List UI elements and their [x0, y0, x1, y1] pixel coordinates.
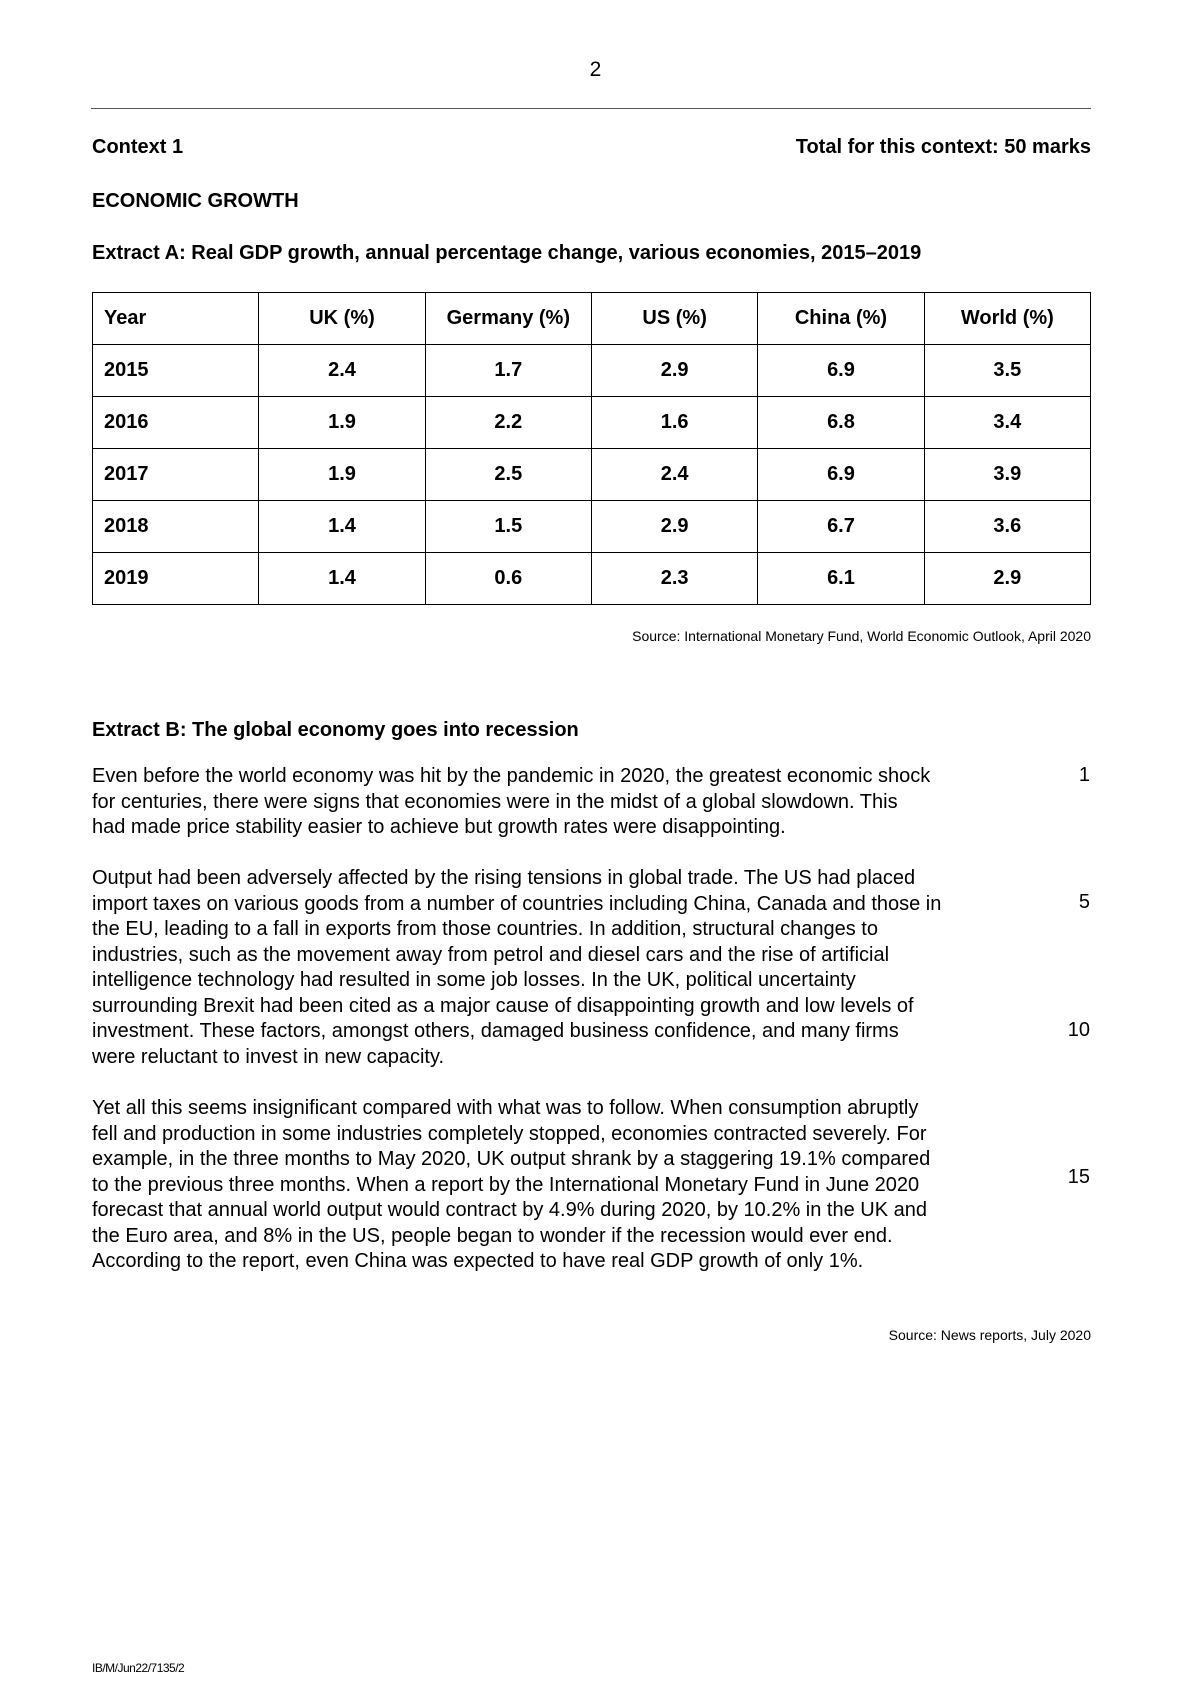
- extract-a-title: Extract A: Real GDP growth, annual percentage change, various economies, 2015–2019: [92, 242, 922, 264]
- text-line: industries, such as the movement away from petrol and diesel cars and the rise of artificial: [92, 943, 890, 966]
- text-line: were reluctant to invest in new capacity.: [92, 1045, 445, 1068]
- table-cell: 1.7: [425, 345, 591, 397]
- table-row: [93, 345, 1091, 397]
- table-cell: 2.4: [591, 449, 757, 501]
- text-line: to the previous three months. When a report by the International Monetary Fund in June 2020: [92, 1173, 920, 1196]
- text-line: import taxes on various goods from a number of countries including China, Canada and those in: [92, 892, 942, 915]
- text-line: fell and production in some industries completely stopped, economies contracted severely. For: [92, 1122, 927, 1145]
- extract-b-paragraph-3: [92, 1096, 1052, 1275]
- table-cell: 3.6: [924, 501, 1090, 553]
- table-cell: 1.5: [425, 501, 591, 553]
- line-number: 10: [1067, 1019, 1090, 1041]
- column-header-uk: UK (%): [259, 293, 425, 345]
- table-cell: 2.4: [259, 345, 425, 397]
- line-number: 15: [1067, 1166, 1090, 1188]
- text-line: surrounding Brexit had been cited as a major cause of disappointing growth and low levels of: [92, 994, 914, 1017]
- table-cell-year: 2016: [93, 397, 259, 449]
- table-row: [93, 449, 1091, 501]
- table-cell: 3.5: [924, 345, 1090, 397]
- table-cell: 6.7: [758, 501, 924, 553]
- text-line: the Euro area, and 8% in the US, people began to wonder if the recession would ever end.: [92, 1224, 893, 1247]
- text-line: According to the report, even China was expected to have real GDP growth of only 1%.: [92, 1250, 864, 1272]
- table-cell: 1.4: [259, 501, 425, 553]
- table-cell: 2.2: [425, 397, 591, 449]
- text-line: example, in the three months to May 2020, UK output shrank by a staggering 19.1% compared: [92, 1148, 931, 1170]
- column-header-year: Year: [93, 293, 259, 345]
- table-cell: 6.1: [758, 553, 924, 605]
- table-row: [93, 397, 1091, 449]
- text-line: Output had been adversely affected by the rising tensions in global trade. The US had placed: [92, 867, 916, 889]
- text-line: had made price stability easier to achieve but growth rates were disappointing.: [92, 816, 786, 838]
- header-divider: [91, 108, 1091, 109]
- table-cell: 1.4: [259, 553, 425, 605]
- context-label: Context 1: [92, 136, 184, 158]
- table-cell: 1.6: [591, 397, 757, 449]
- table-cell: 3.4: [924, 397, 1090, 449]
- line-number: 5: [1078, 891, 1090, 913]
- table-cell: 0.6: [425, 553, 591, 605]
- table-cell: 2.9: [591, 501, 757, 553]
- table-row: [93, 553, 1091, 605]
- context-total-marks: Total for this context: 50 marks: [795, 136, 1091, 158]
- table-row: [93, 501, 1091, 553]
- table-cell-year: 2017: [93, 449, 259, 501]
- text-line: Even before the world economy was hit by the pandemic in 2020, the greatest economic shock: [92, 765, 931, 787]
- context-header: [92, 136, 1091, 159]
- table-cell: 2.9: [591, 345, 757, 397]
- table-cell: 2.5: [425, 449, 591, 501]
- table-cell: 1.9: [259, 397, 425, 449]
- text-line: for centuries, there were signs that economies were in the midst of a global slowdown. This: [92, 790, 898, 813]
- table-cell: 2.9: [924, 553, 1090, 605]
- table-cell-year: 2018: [93, 501, 259, 553]
- text-line: the EU, leading to a fall in exports from those countries. In addition, structural changes to: [92, 918, 878, 940]
- page-number: 2: [589, 58, 602, 81]
- column-header-us: US (%): [591, 293, 757, 345]
- column-header-china: China (%): [758, 293, 924, 345]
- gdp-growth-table: [92, 292, 1091, 605]
- table-cell: 1.9: [259, 449, 425, 501]
- extract-b-source: Source: News reports, July 2020: [888, 1327, 1091, 1343]
- extract-b-paragraph-1: [92, 764, 1052, 841]
- extract-a-source: Source: International Monetary Fund, World Economic Outlook, April 2020: [632, 628, 1091, 644]
- text-line: Yet all this seems insignificant compared with what was to follow. When consumption abruptly: [92, 1097, 919, 1119]
- text-line: investment. These factors, amongst others, damaged business confidence, and many firms: [92, 1020, 899, 1042]
- column-header-germany: Germany (%): [425, 293, 591, 345]
- table-cell: 3.9: [924, 449, 1090, 501]
- line-number: 1: [1078, 764, 1090, 786]
- table-header-row: [93, 293, 1091, 345]
- extract-b-paragraph-2: [92, 866, 1052, 1070]
- table-cell: 6.8: [758, 397, 924, 449]
- table-cell: 6.9: [758, 345, 924, 397]
- text-line: intelligence technology had resulted in some job losses. In the UK, political uncertainty: [92, 969, 856, 991]
- text-line: forecast that annual world output would contract by 4.9% during 2020, by 10.2% in the UK and: [92, 1199, 927, 1221]
- table-cell: 6.9: [758, 449, 924, 501]
- extract-b-title: Extract B: The global economy goes into recession: [92, 719, 579, 741]
- column-header-world: World (%): [924, 293, 1090, 345]
- table-cell: 2.3: [591, 553, 757, 605]
- table-cell-year: 2015: [93, 345, 259, 397]
- table-cell-year: 2019: [93, 553, 259, 605]
- document-reference-code: IB/M/Jun22/7135/2: [92, 1661, 185, 1675]
- section-heading: ECONOMIC GROWTH: [92, 190, 299, 212]
